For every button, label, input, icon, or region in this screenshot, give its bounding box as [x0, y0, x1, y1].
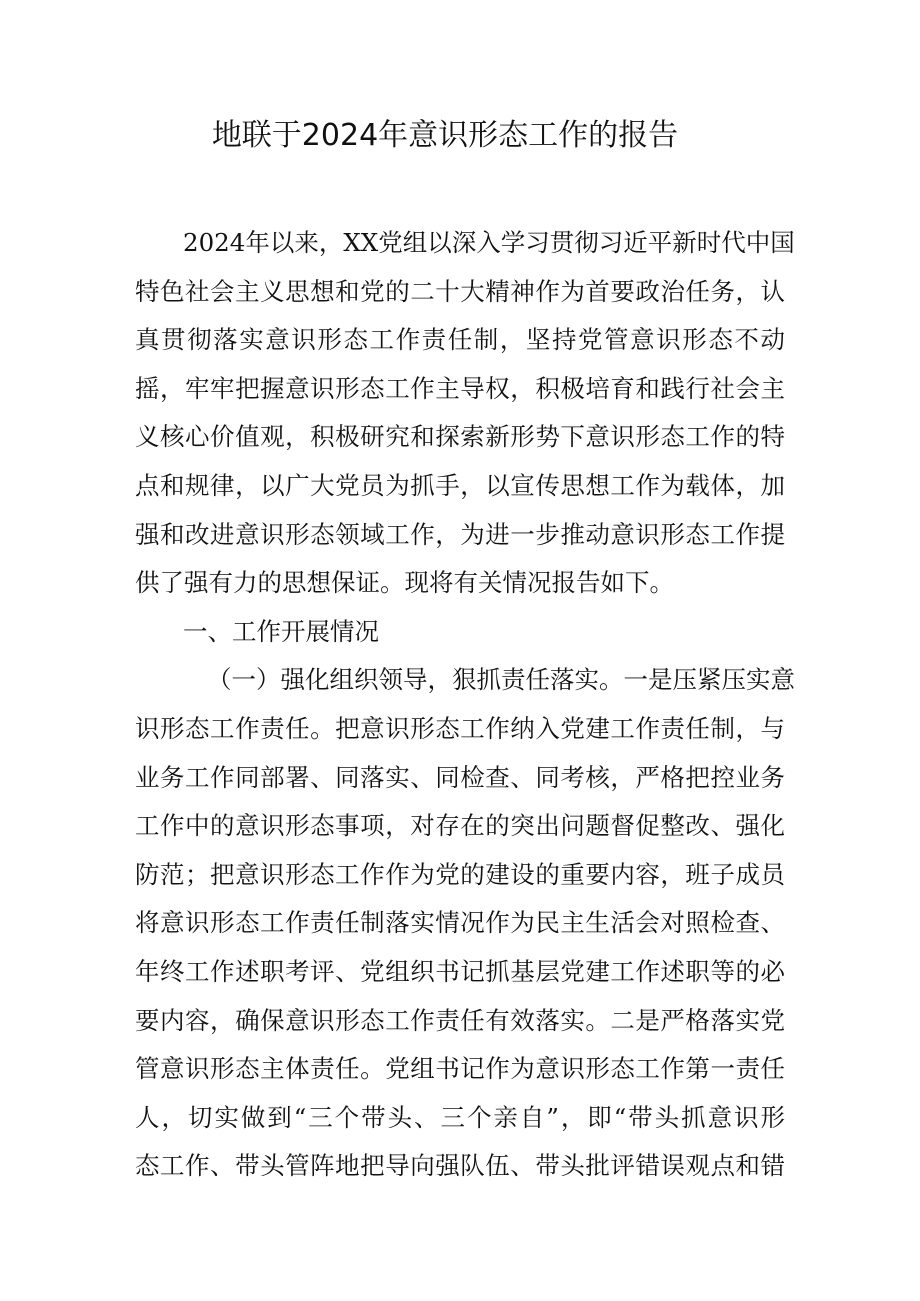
paragraph-intro [135, 219, 795, 608]
text-line: 业务工作同部署、同落实、同检查、同考核，严格把控业务 [135, 762, 785, 792]
text-line: 2024年以来，XX党组以深入学习贯彻习近平新时代中国 [183, 228, 795, 257]
text-line: 态工作、带头管阵地把导向强队伍、带头批评错误观点和错 [135, 1151, 785, 1181]
paragraph-section1-part1 [135, 656, 795, 1191]
text-line: 真贯彻落实意识形态工作责任制，坚持党管意识形态不动 [135, 325, 785, 355]
text-line: 供了强有力的思想保证。现将有关情况报告如下。 [135, 568, 674, 598]
section-heading-text: 一、工作开展情况 [183, 616, 379, 646]
text-line: 识形态工作责任。把意识形态工作纳入党建工作责任制，与 [135, 713, 785, 743]
document-body [135, 219, 795, 1191]
text-line: 强和改进意识形态领域工作，为进一步推动意识形态工作提 [135, 519, 785, 549]
text-line: （一）强化组织领导，狠抓责任落实。一是压紧压实意 [207, 665, 795, 695]
text-line: 点和规律，以广大党员为抓手，以宣传思想工作为载体，加 [135, 470, 785, 500]
text-line: 防范；把意识形态工作作为党的建设的重要内容，班子成员 [135, 859, 785, 889]
text-line: 特色社会主义思想和党的二十大精神作为首要政治任务，认 [135, 276, 785, 306]
text-line: 摇，牢牢把握意识形态工作主导权，积极培育和践行社会主 [135, 373, 785, 403]
section-heading [135, 608, 785, 657]
text-line: 义核心价值观，积极研究和探索新形势下意识形态工作的特 [135, 422, 785, 452]
text-line: 工作中的意识形态事项，对存在的突出问题督促整改、强化 [135, 811, 785, 841]
text-line: 要内容，确保意识形态工作责任有效落实。二是严格落实党 [135, 1005, 785, 1035]
document-title: 地联于2024年意识形态工作的报告 [211, 118, 679, 153]
text-line: 人，切实做到“三个带头、三个亲自”，即“带头抓意识形 [135, 1102, 785, 1132]
text-line: 年终工作述职考评、党组织书记抓基层党建工作述职等的必 [135, 956, 785, 986]
text-line: 将意识形态工作责任制落实情况作为民主生活会对照检查、 [135, 908, 785, 938]
text-line: 管意识形态主体责任。党组书记作为意识形态工作第一责任 [135, 1054, 785, 1084]
